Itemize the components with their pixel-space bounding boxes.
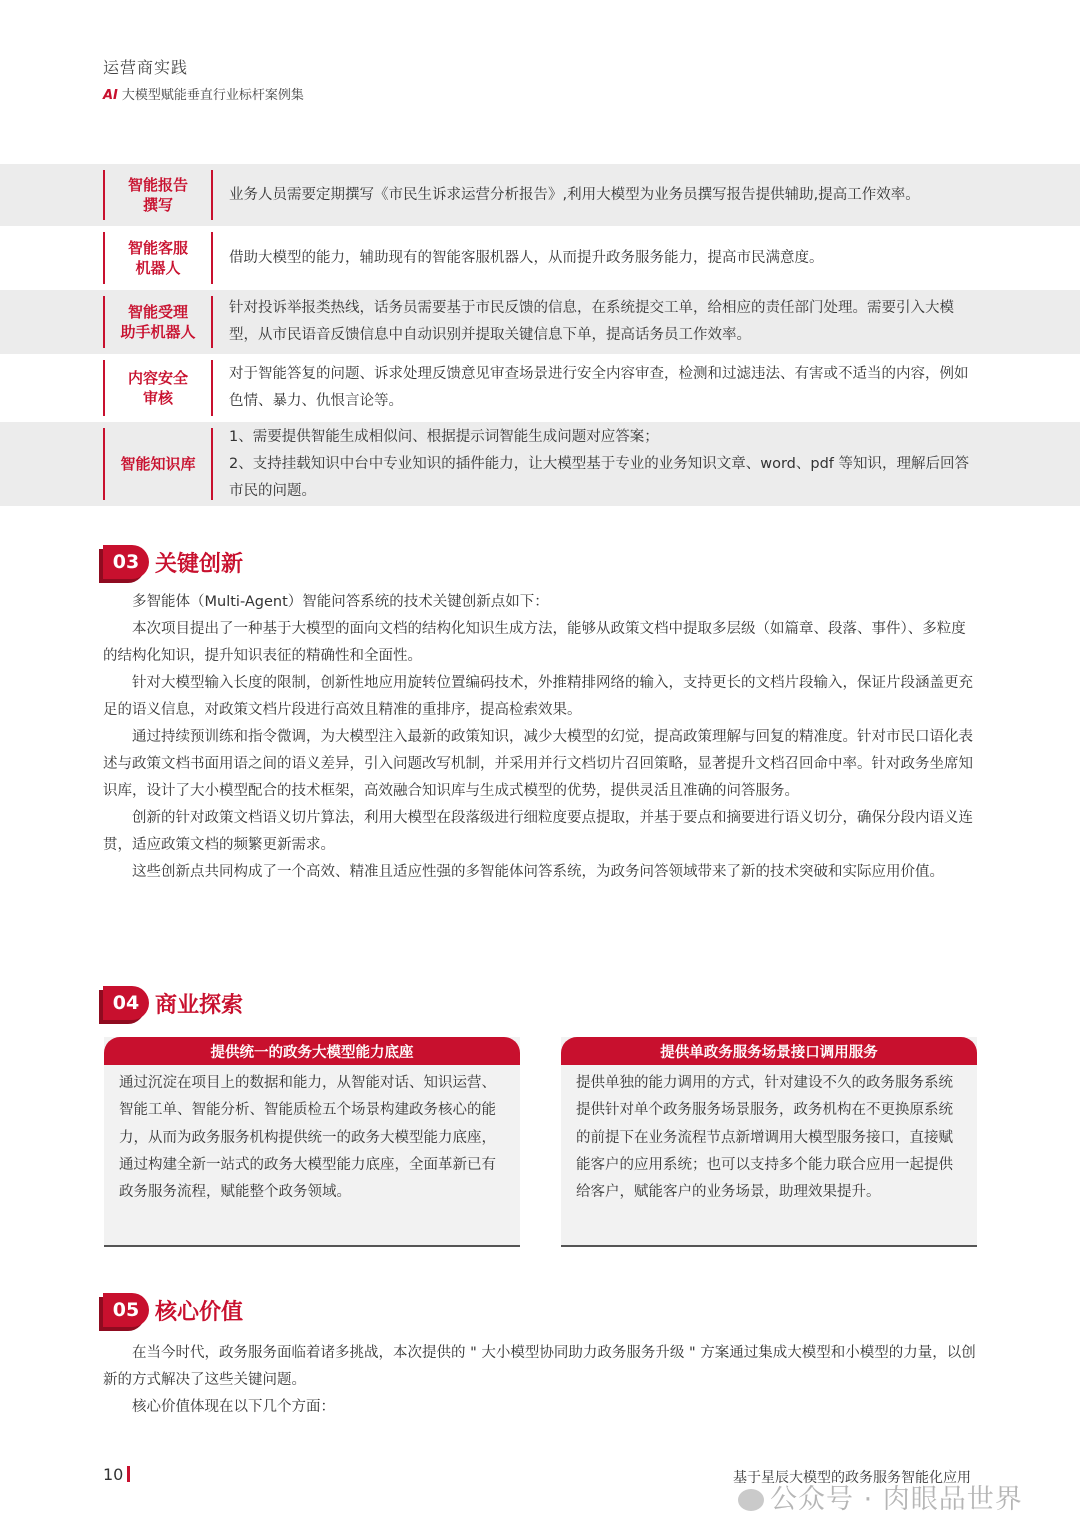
wechat-icon bbox=[738, 1489, 764, 1511]
table-row bbox=[0, 354, 1080, 422]
paragraph: 多智能体（Multi-Agent）智能问答系统的技术关键创新点如下： bbox=[132, 594, 549, 610]
row-label: 智能知识库 bbox=[103, 428, 213, 500]
row-label: 智能报告 撰写 bbox=[103, 170, 213, 220]
section-number: 03 bbox=[103, 545, 149, 579]
paragraph: 核心价值体现在以下几个方面： bbox=[132, 1399, 335, 1415]
row-text: 对于智能答复的问题、诉求处理反馈意见审查场景进行安全内容审查，检测和过滤违法、有害或不适当的内容，例如色情、暴力、仇恨言论等。 bbox=[229, 366, 969, 409]
row-text: 借助大模型的能力，辅助现有的智能客服机器人，从而提升政务服务能力，提高市民满意度。 bbox=[229, 249, 824, 266]
card-title: 提供统一的政务大模型能力底座 bbox=[104, 1037, 520, 1065]
page-number bbox=[103, 1465, 130, 1484]
paragraph: 本次项目提出了一种基于大模型的面向文档的结构化知识生成方法，能够从政策文档中提取多层级（如篇章、段落、事件）、多粒度的结构化知识，提升知识表征的精确性和全面性。 bbox=[103, 621, 966, 664]
table-row bbox=[0, 290, 1080, 354]
section-title: 商业探索 bbox=[155, 992, 244, 1018]
card-body: 通过沉淀在项目上的数据和能力，从智能对话、知识运营、智能工单、智能分析、智能质检五个场景构建政务核心的能力，从而为政务服务机构提供统一的政务大模型能力底座，通过构建全新一站式的政务大模型能力底座，全面革新已有政务服务流程，赋能整个政务领域。 bbox=[119, 1075, 496, 1201]
section-04-heading bbox=[103, 986, 243, 1020]
ai-mark: AI bbox=[103, 88, 118, 103]
section-03-heading bbox=[103, 545, 243, 579]
row-text: 1、需要提供智能生成相似问、根据提示词智能生成问题对应答案； 2、支持挂载知识中台中专业知识的插件能力，让大模型基于专业的业务知识文章、word、pdf 等知识，理解后回答市民的问题。 bbox=[229, 428, 969, 499]
row-label: 智能受理 助手机器人 bbox=[103, 296, 213, 348]
paragraph: 在当今时代，政务服务面临着诸多挑战，本次提供的 " 大小模型协同助力政务服务升级 " 方案通过集成大模型和小模型的力量，以创新的方式解决了这些关键问题。 bbox=[103, 1345, 976, 1388]
section-number: 05 bbox=[103, 1293, 149, 1327]
page-number-bar bbox=[127, 1466, 130, 1482]
footer-title: 基于星辰大模型的政务服务智能化应用 bbox=[733, 1470, 971, 1486]
business-card bbox=[104, 1037, 520, 1247]
section-title: 关键创新 bbox=[155, 551, 244, 577]
paragraph: 通过持续预训练和指令微调，为大模型注入最新的政策知识，减少大模型的幻觉，提高政策理解与回复的精准度。针对市民口语化表述与政策文档书面用语之间的语义差异，引入问题改写机制，并采用并行文档切片召回策略，显著提升文档召回命中率。针对政务坐席知识库，设计了大小模型配合的技术框架，高效融合知识库与生成式模型的优势，提供灵活且准确的问答服务。 bbox=[103, 729, 973, 799]
card-body: 提供单独的能力调用的方式，针对建设不久的政务服务系统提供针对单个政务服务场景服务，政务机构在不更换原系统的前提下在业务流程节点新增调用大模型服务接口，直接赋能客户的应用系统；也可以支持多个能力联合应用一起提供给客户，赋能客户的业务场景，助理效果提升。 bbox=[576, 1075, 953, 1201]
section-05-heading bbox=[103, 1293, 243, 1327]
row-text: 业务人员需要定期撰写《市民生诉求运营分析报告》,利用大模型为业务员撰写报告提供辅助,提高工作效率。 bbox=[229, 186, 920, 203]
scenario-table bbox=[0, 164, 1080, 506]
row-label: 内容安全 审核 bbox=[103, 360, 213, 416]
paragraph: 这些创新点共同构成了一个高效、精准且适应性强的多智能体问答系统，为政务问答领域带来了新的技术突破和实际应用价值。 bbox=[132, 864, 944, 880]
business-card bbox=[561, 1037, 977, 1247]
section-05-body bbox=[103, 1340, 979, 1421]
watermark-text: 公众号 · 肉眼品世界 bbox=[770, 1484, 1023, 1515]
table-row bbox=[0, 164, 1080, 226]
section-number: 04 bbox=[103, 986, 149, 1020]
header-subtitle-line bbox=[103, 84, 304, 103]
paragraph: 针对大模型输入长度的限制，创新性地应用旋转位置编码技术，外推精排网络的输入，支持更长的文档片段输入，保证片段涵盖更充足的语义信息，对政策文档片段进行高效且精准的重排序，提高检索效果。 bbox=[103, 675, 973, 718]
page-number-text: 10 bbox=[103, 1465, 124, 1484]
section-03-body bbox=[103, 589, 979, 886]
paragraph: 创新的针对政策文档语义切片算法，利用大模型在段落级进行细粒度要点提取，并基于要点和摘要进行语义切分，确保分段内语义连贯，适应政策文档的频繁更新需求。 bbox=[103, 810, 973, 853]
header-subtitle: 大模型赋能垂直行业标杆案例集 bbox=[121, 88, 304, 103]
card-title: 提供单政务服务场景接口调用服务 bbox=[561, 1037, 977, 1065]
header-title: 运营商实践 bbox=[103, 58, 189, 77]
table-row bbox=[0, 422, 1080, 506]
watermark bbox=[738, 1477, 1023, 1516]
section-title: 核心价值 bbox=[155, 1299, 244, 1325]
row-text: 针对投诉举报类热线，话务员需要基于市民反馈的信息，在系统提交工单，给相应的责任部门处理。需要引入大模型，从市民语音反馈信息中自动识别并提取关键信息下单，提高话务员工作效率。 bbox=[229, 300, 954, 343]
page-header bbox=[103, 55, 304, 103]
table-row bbox=[0, 226, 1080, 290]
row-label: 智能客服 机器人 bbox=[103, 232, 213, 284]
